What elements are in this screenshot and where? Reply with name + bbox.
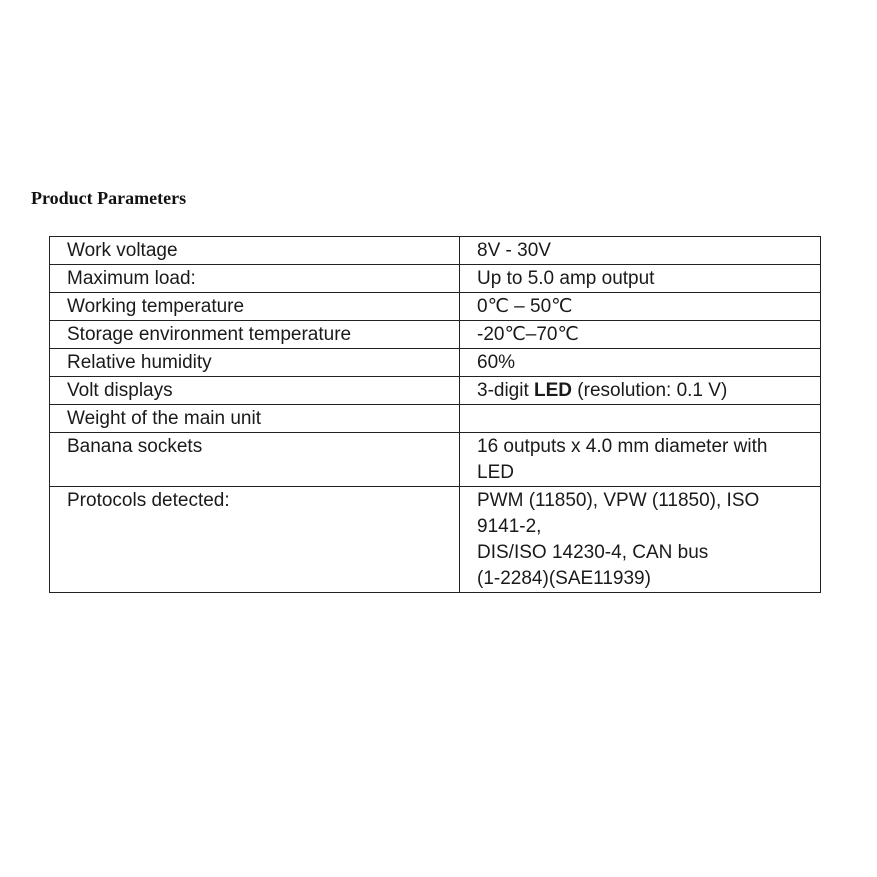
param-value (460, 349, 821, 377)
param-label: Storage environment temperature (50, 321, 460, 349)
param-label: Banana sockets (50, 433, 460, 487)
param-value-line: 8V - 30V (477, 240, 551, 261)
param-value (460, 237, 821, 265)
param-label: Weight of the main unit (50, 405, 460, 433)
param-value-line: Up to 5.0 amp output (477, 268, 655, 289)
parameters-table (49, 236, 821, 593)
param-value-line: -20℃–70℃ (477, 324, 579, 345)
param-value (460, 433, 821, 487)
param-label: Volt displays (50, 377, 460, 405)
table-row (50, 377, 821, 405)
param-value-line: LED (477, 462, 514, 483)
param-value-prefix: 3-digit (477, 380, 535, 401)
table-row (50, 265, 821, 293)
param-value-line: 16 outputs x 4.0 mm diameter with (477, 436, 768, 457)
param-value-line: PWM (11850), VPW (11850), ISO (477, 490, 760, 511)
param-value-empty (460, 405, 821, 433)
table-row (50, 405, 821, 433)
table-row (50, 487, 821, 593)
param-value (460, 321, 821, 349)
param-value (460, 293, 821, 321)
param-label: Protocols detected: (50, 487, 460, 593)
param-value-line: DIS/ISO 14230-4, CAN bus (477, 542, 709, 563)
table-row (50, 433, 821, 487)
page-title: Product Parameters (31, 188, 187, 208)
table-row (50, 349, 821, 377)
param-value-line: 9141-2, (477, 516, 542, 537)
param-label: Maximum load: (50, 265, 460, 293)
param-value-line: 60% (477, 352, 516, 373)
table-row (50, 293, 821, 321)
param-value-emphasis: LED (534, 380, 573, 401)
param-value-line: (1-2284)(SAE11939) (477, 568, 651, 589)
table-row (50, 237, 821, 265)
param-label: Relative humidity (50, 349, 460, 377)
table-row (50, 321, 821, 349)
param-value-line: 0℃ – 50℃ (477, 296, 573, 317)
param-label: Working temperature (50, 293, 460, 321)
param-value (460, 487, 821, 593)
param-value-suffix: (resolution: 0.1 V) (572, 380, 728, 401)
param-value (460, 265, 821, 293)
param-value (460, 377, 821, 405)
param-label: Work voltage (50, 237, 460, 265)
